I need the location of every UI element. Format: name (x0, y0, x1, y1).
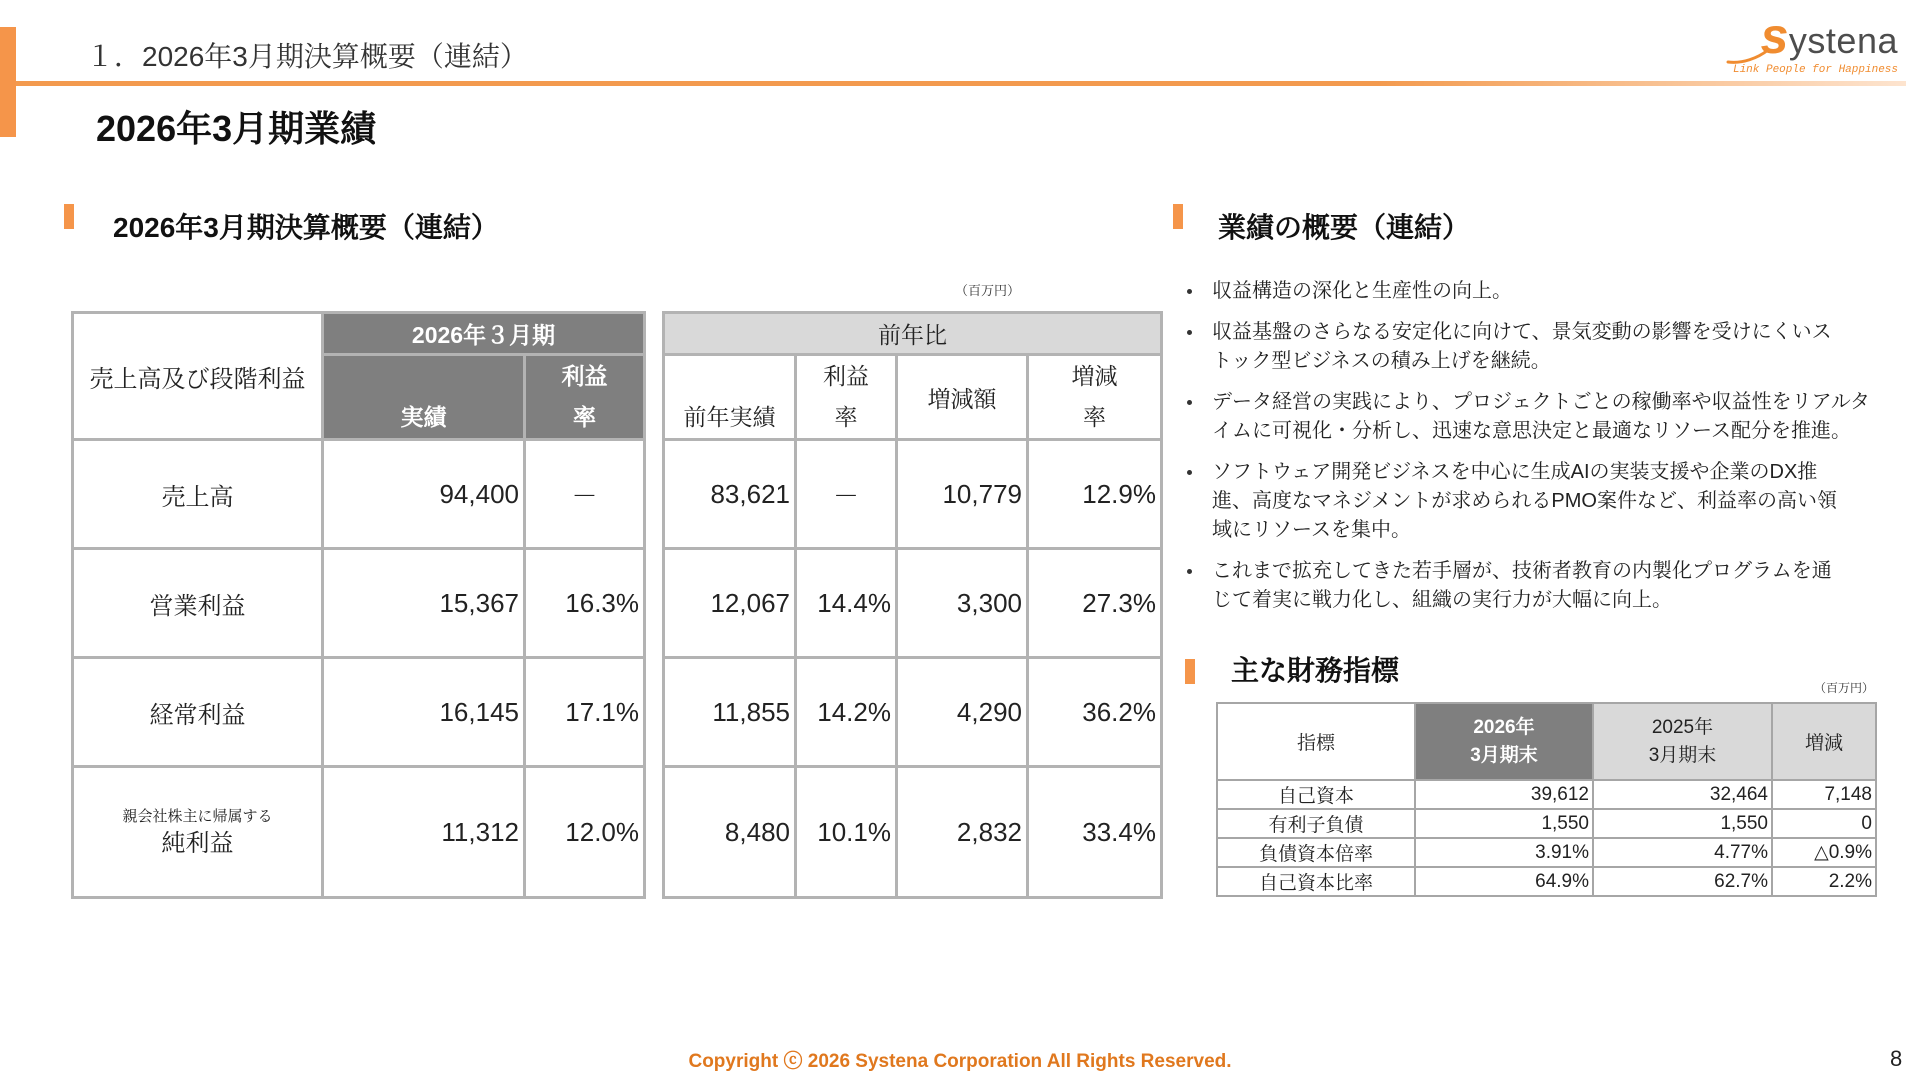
prior-margin-value: － (796, 440, 897, 549)
logo-tagline: Link People for Happiness (1732, 64, 1898, 76)
list-item (1185, 458, 1905, 545)
change-value: 4,290 (897, 658, 1028, 767)
table-row (664, 549, 1162, 658)
list-item (1185, 388, 1905, 446)
table-row (664, 440, 1162, 549)
actual-value: 11,312 (323, 767, 525, 898)
copyright-footer: Copyright ⓒ 2026 Systena Corporation All Rights Reserved. (688, 1051, 1232, 1072)
list-item (1185, 277, 1905, 306)
label-column-header: 売上高及び段階利益 (73, 313, 323, 440)
fy2025-value: 1,550 (1593, 809, 1772, 838)
margin-value: 16.3% (525, 549, 645, 658)
page-title: 2026年3月期業績 (96, 108, 377, 149)
change-value: △0.9% (1772, 838, 1876, 867)
indicator-label: 負債資本倍率 (1217, 838, 1415, 867)
comparison-table (662, 311, 1163, 899)
prior-margin-value: 14.4% (796, 549, 897, 658)
margin-header-top: 利益 (561, 363, 608, 389)
bullet-text: 進、高度なマネジメントが求められるPMO案件など、利益率の高い領 (1212, 490, 1837, 512)
bullet-text: 域にリソースを集中。 (1212, 519, 1411, 541)
rate-value: 36.2% (1028, 658, 1162, 767)
page-number: 8 (1890, 1046, 1903, 1071)
indicator-label: 自己資本比率 (1217, 867, 1415, 896)
bullet-dot-icon (1187, 400, 1192, 405)
table-row (73, 767, 645, 898)
bullet-dot-icon (1187, 470, 1192, 475)
actual-value: 16,145 (323, 658, 525, 767)
actual-value: 15,367 (323, 549, 525, 658)
results-table (71, 311, 646, 899)
rate-column-header (1028, 355, 1162, 440)
accent-side-bar (0, 27, 16, 137)
change-column-header: 増減 (1772, 703, 1876, 780)
table-row (664, 658, 1162, 767)
bullet-text: ソフトウェア開発ビジネスを中心に生成AIの実装支援や企業のDX推 (1212, 461, 1818, 483)
company-logo (1724, 8, 1900, 80)
prior-value: 83,621 (664, 440, 796, 549)
summary-bullet-list (1185, 277, 1905, 627)
section-title: １．2026年3月期決算概要（連結） (86, 41, 528, 72)
prior-value: 11,855 (664, 658, 796, 767)
change-value: 10,779 (897, 440, 1028, 549)
actual-column-header: 実績 (323, 355, 525, 440)
margin-header-bottom: 率 (573, 404, 596, 430)
fy2025-header-top: 2025年 (1651, 716, 1714, 738)
yoy-header: 前年比 (664, 313, 1162, 355)
summary-heading: 業績の概要（連結） (1218, 212, 1471, 243)
bullet-text: トック型ビジネスの積み上げを継続。 (1212, 350, 1551, 372)
list-item (1185, 557, 1905, 615)
fy2025-value: 62.7% (1593, 867, 1772, 896)
bullet-dot-icon (1187, 330, 1192, 335)
bullet-text: イムに可視化・分析し、迅速な意思決定と最適なリソース配分を推進。 (1212, 420, 1851, 442)
prior-column-header: 前年実績 (664, 355, 796, 440)
margin-value: － (525, 440, 645, 549)
current-period-header: 2026年３月期 (323, 313, 645, 355)
indicator-column-header: 指標 (1217, 703, 1415, 780)
indicator-label: 有利子負債 (1217, 809, 1415, 838)
margin-column-header (525, 355, 645, 440)
bullet-text: じて着実に戦力化し、組織の実行力が大幅に向上。 (1212, 589, 1672, 611)
actual-value: 94,400 (323, 440, 525, 549)
rate-value: 27.3% (1028, 549, 1162, 658)
rate-value: 33.4% (1028, 767, 1162, 898)
results-heading: 2026年3月期決算概要（連結） (113, 212, 499, 243)
table-row (73, 440, 645, 549)
change-value: 7,148 (1772, 780, 1876, 809)
bullet-text: 収益基盤のさらなる安定化に向けて、景気変動の影響を受けにくいス (1212, 321, 1832, 343)
row-label (73, 767, 323, 898)
table-row (1217, 780, 1876, 809)
fy2025-header-bottom: 3月期末 (1648, 744, 1717, 766)
change-value: 2,832 (897, 767, 1028, 898)
fy2026-header-top: 2026年 (1473, 716, 1535, 738)
row-label: 売上高 (73, 440, 323, 549)
unit-label: （百万円） (955, 283, 1021, 298)
unit-label: （百万円） (1814, 681, 1875, 695)
list-item (1185, 318, 1905, 376)
fy2026-value: 1,550 (1415, 809, 1593, 838)
fy2025-column-header (1593, 703, 1772, 780)
rate-header-bottom: 率 (1083, 404, 1106, 430)
fy2026-value: 3.91% (1415, 838, 1593, 867)
bullet-dot-icon (1187, 569, 1192, 574)
bullet-text: 収益構造の深化と生産性の向上。 (1212, 280, 1512, 302)
table-row (1217, 838, 1876, 867)
financial-indicators-table (1216, 702, 1877, 897)
section-marker (1185, 659, 1195, 684)
table-row (1217, 867, 1876, 896)
bullet-dot-icon (1187, 289, 1192, 294)
section-marker (64, 204, 74, 229)
logo-wordmark: systena (1760, 8, 1898, 64)
fy2025-value: 4.77% (1593, 838, 1772, 867)
change-value: 2.2% (1772, 867, 1876, 896)
prior-margin-value: 10.1% (796, 767, 897, 898)
rate-header-top: 増減 (1071, 363, 1118, 389)
financial-heading: 主な財務指標 (1231, 655, 1400, 686)
rate-value: 12.9% (1028, 440, 1162, 549)
row-label-note: 親会社株主に帰属する (122, 808, 273, 825)
margin-value: 12.0% (525, 767, 645, 898)
row-label: 営業利益 (73, 549, 323, 658)
table-row (73, 549, 645, 658)
prior-value: 8,480 (664, 767, 796, 898)
change-value: 3,300 (897, 549, 1028, 658)
fy2026-value: 39,612 (1415, 780, 1593, 809)
table-row (664, 767, 1162, 898)
table-row (1217, 809, 1876, 838)
prior-margin-column-header (796, 355, 897, 440)
prior-margin-header-bottom: 率 (834, 404, 858, 430)
row-label: 経常利益 (73, 658, 323, 767)
change-value: 0 (1772, 809, 1876, 838)
fy2026-value: 64.9% (1415, 867, 1593, 896)
section-marker (1173, 204, 1183, 229)
prior-value: 12,067 (664, 549, 796, 658)
fy2026-header-bottom: 3月期末 (1470, 744, 1538, 766)
change-column-header: 増減額 (897, 355, 1028, 440)
prior-margin-header-top: 利益 (823, 363, 869, 389)
margin-value: 17.1% (525, 658, 645, 767)
bullet-text: データ経営の実践により、プロジェクトごとの稼働率や収益性をリアルタ (1212, 391, 1870, 413)
header-rule (16, 81, 1906, 86)
row-label-main: 純利益 (161, 830, 234, 857)
indicator-label: 自己資本 (1217, 780, 1415, 809)
prior-margin-value: 14.2% (796, 658, 897, 767)
fy2025-value: 32,464 (1593, 780, 1772, 809)
fy2026-column-header (1415, 703, 1593, 780)
bullet-text: これまで拡充してきた若手層が、技術者教育の内製化プログラムを通 (1212, 560, 1832, 582)
table-row (73, 658, 645, 767)
